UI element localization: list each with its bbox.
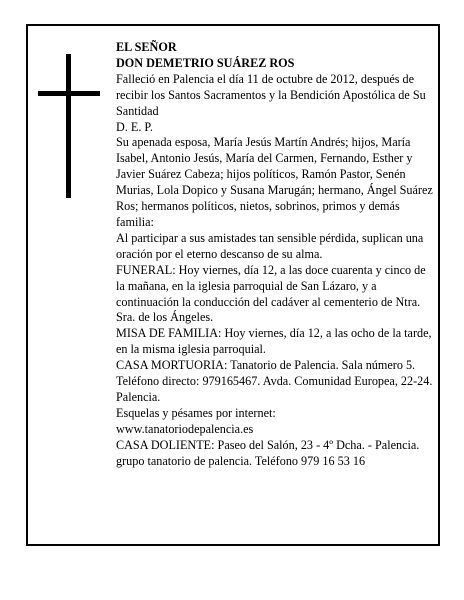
grieving-house-info: CASA DOLIENTE: Paseo del Salón, 23 - 4º Dcha. - Palencia. [116, 437, 420, 452]
notice-content [116, 40, 434, 469]
prayer-request: Al participar a sus amistades tan sensible pérdida, suplican una oración por el eterno descanso de su alma. [116, 230, 424, 261]
family-paragraph: Su apenada esposa, María Jesús Martín Andrés; hijos, María Isabel, Antonio Jesús, María del Carmen, Fernando, Esther y Javier Suárez Cabeza; hijos políticos, Ramón Pastor, Senén Murias, Lola Dopico y Susana Marugán; hermano, Ángel Suárez Ros; hermanos políticos, nietos, sobrinos, primos y demás familia: [116, 135, 433, 229]
cross-icon [38, 54, 100, 198]
funeral-info: FUNERAL: Hoy viernes, día 12, a las doce cuarenta y cinco de la mañana, en la iglesia parroquial de San Lázaro, y a continuación la conducción del cadáver al cementerio de Ntra. Sra. de los Ángeles. [116, 262, 426, 325]
cross-vertical-bar [66, 54, 71, 198]
internet-condolences-label: Esquelas y pésames por internet: [116, 405, 276, 420]
death-announcement: Falleció en Palencia el día 11 de octubre de 2012, después de recibir los Santos Sacramentos y la Bendición Apostólica de Su Santidad [116, 71, 426, 118]
footer-contact: grupo tanatorio de palencia. Teléfono 979 16 53 16 [116, 453, 366, 468]
family-mass-info: MISA DE FAMILIA: Hoy viernes, día 12, a las ocho de la tarde, en la misma iglesia parroquial. [116, 326, 432, 357]
notice-title-line1: EL SEÑOR [116, 40, 177, 54]
dep-line: D. E. P. [116, 119, 153, 134]
cross-horizontal-bar [38, 91, 100, 96]
mortuary-info: CASA MORTUORIA: Tanatorio de Palencia. Sala número 5. Teléfono directo: 979165467. Avda. Comunidad Europea, 22-24. Palencia. [116, 358, 433, 404]
obituary-notice [26, 24, 440, 546]
website-link: www.tanatoriodepalencia.es [116, 421, 254, 436]
deceased-name: DON DEMETRIO SUÁREZ ROS [116, 55, 295, 70]
